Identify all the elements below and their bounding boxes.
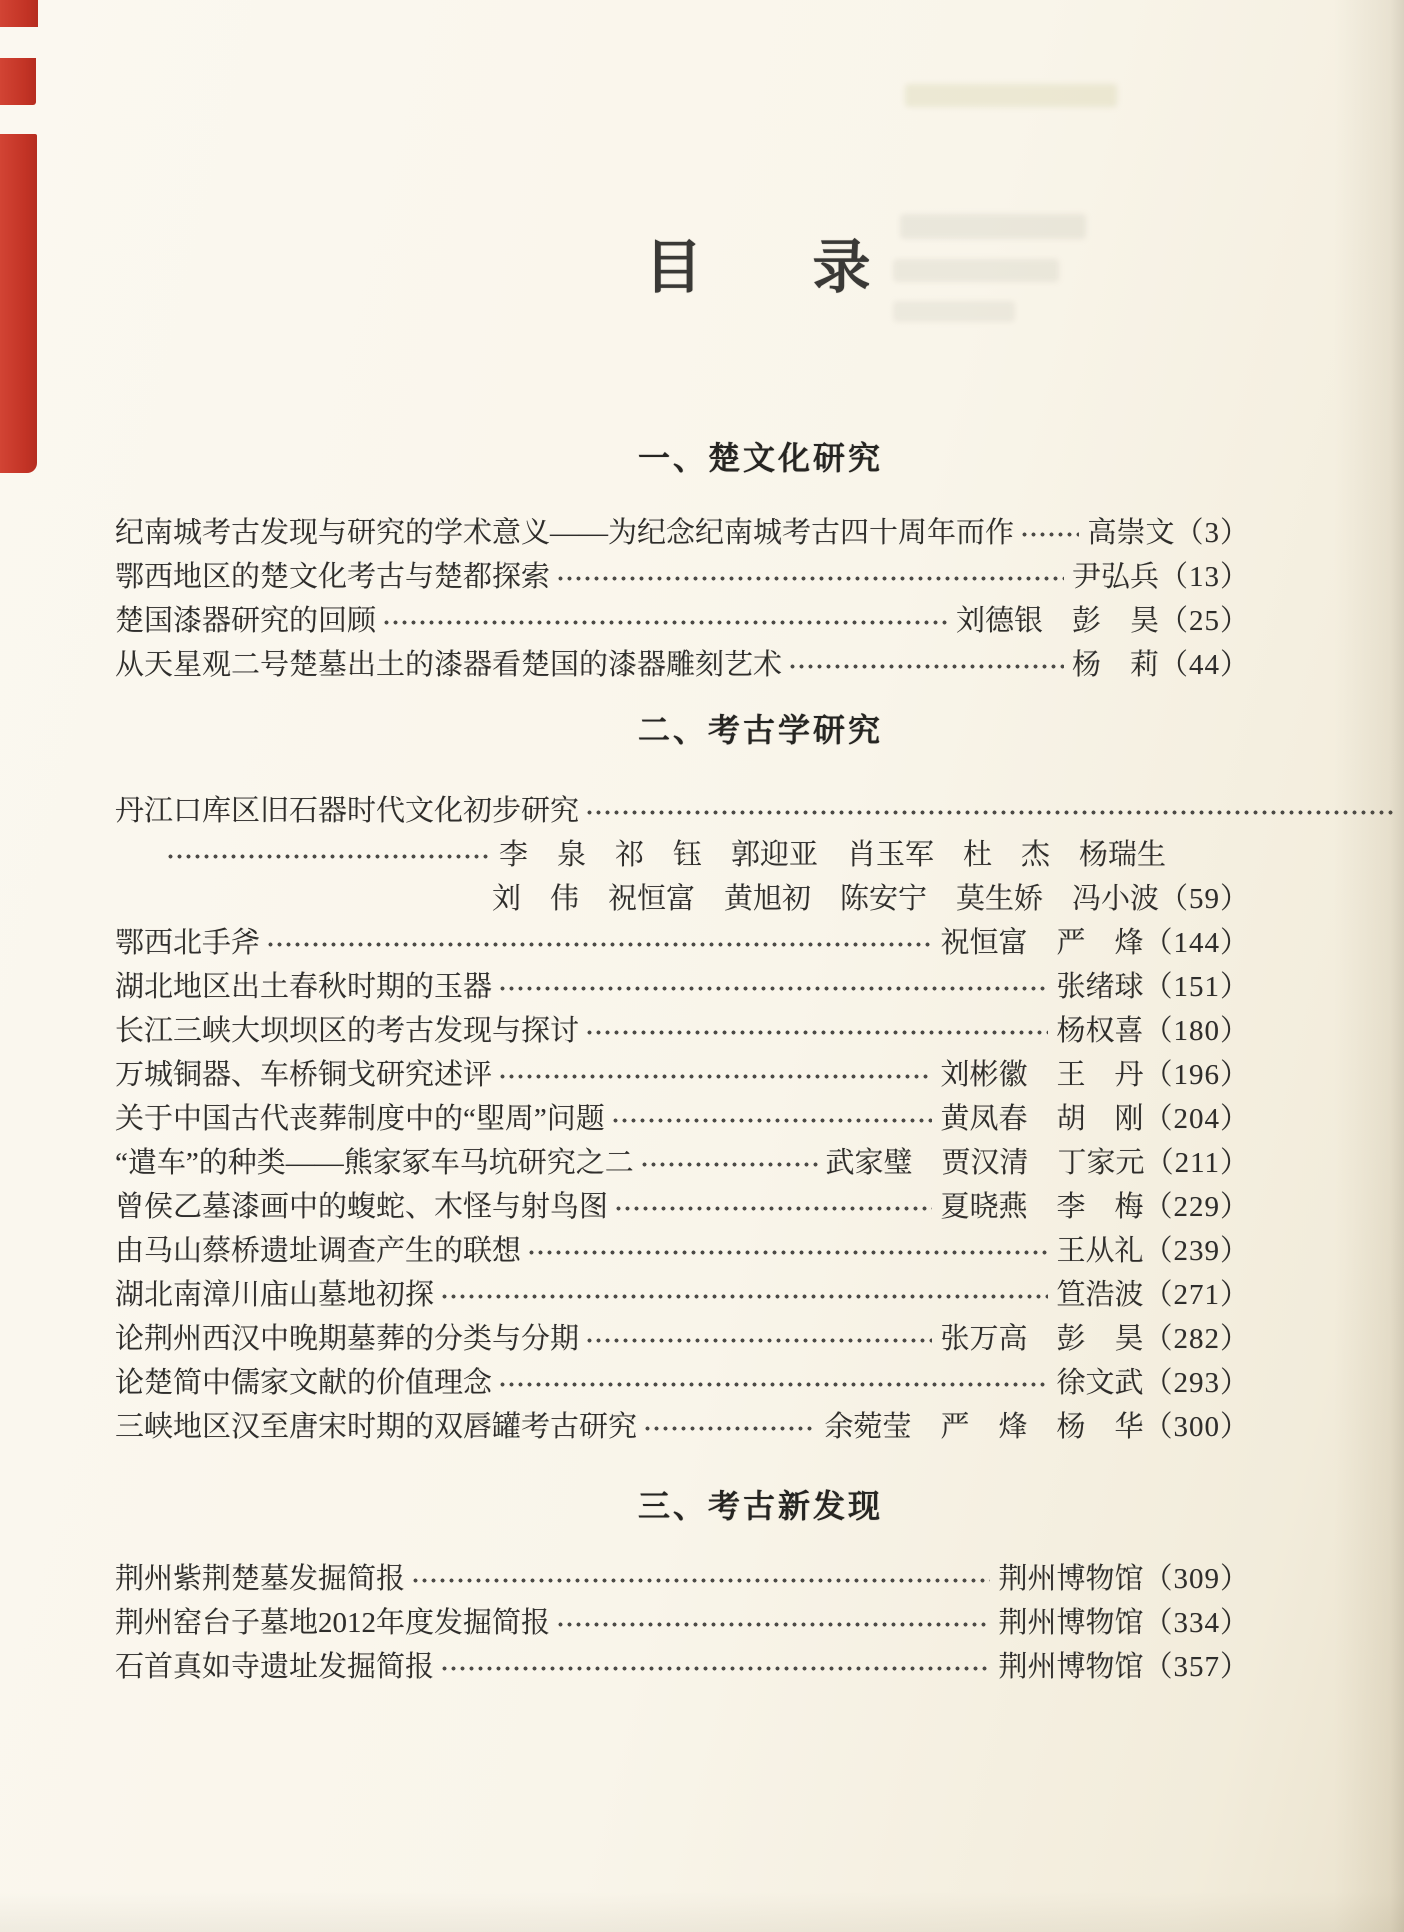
dot-leader — [614, 1194, 932, 1223]
entry-page: （334） — [1143, 1606, 1250, 1639]
entry-authors: 祝恒富 严 烽 — [940, 926, 1144, 959]
entry-page: （293） — [1143, 1366, 1250, 1399]
spine-red-segment — [0, 58, 36, 105]
entry-authors: 荆州博物馆 — [998, 1562, 1144, 1595]
dot-leader — [611, 1106, 933, 1135]
entry-title: 论荆州西汉中晚期墓葬的分类与分期 — [115, 1322, 580, 1355]
entry-authors: 张绪球 — [1056, 970, 1144, 1003]
dot-leader — [440, 1654, 990, 1683]
entry-authors: 荆州博物馆 — [998, 1650, 1144, 1683]
entry-authors: 杨 莉 — [1071, 648, 1159, 681]
section-heading-1: 一、楚文化研究 — [637, 440, 883, 476]
entry-authors: 尹弘兵 — [1071, 560, 1159, 593]
entry-title: 关于中国古代丧葬制度中的“堲周”问题 — [115, 1102, 605, 1135]
book-spine-edge — [0, 0, 40, 490]
entry-page: （271） — [1143, 1278, 1250, 1311]
entry-title: 长江三峡大坝坝区的考古发现与探讨 — [115, 1014, 580, 1047]
bleed-through-ghost — [905, 84, 1117, 107]
dot-leader — [556, 564, 1064, 593]
section-2-entries — [115, 786, 1250, 1446]
toc-entry — [115, 1138, 1250, 1182]
dot-leader — [382, 608, 948, 637]
entry-title: 荆州窑台子墓地2012年度发掘简报 — [115, 1606, 551, 1639]
entry-title: 鄂西北手斧 — [115, 926, 261, 959]
entry-authors: 荆州博物馆 — [998, 1606, 1144, 1639]
entry-authors: 张万高 彭 昊 — [940, 1322, 1144, 1355]
entry-authors: 夏晓燕 李 梅 — [940, 1190, 1144, 1223]
entry-title: 鄂西地区的楚文化考古与楚都探索 — [115, 560, 551, 593]
toc-entry — [115, 596, 1250, 640]
entry-title: 丹江口库区旧石器时代文化初步研究 — [115, 794, 580, 827]
dot-leader — [643, 1414, 816, 1443]
bleed-through-ghost — [893, 301, 1015, 322]
dot-leader — [585, 1018, 1048, 1047]
section-3-entries — [115, 1554, 1250, 1686]
entry-page: （25） — [1158, 604, 1250, 637]
dot-leader — [166, 842, 491, 871]
toc-entry — [115, 552, 1250, 596]
entry-title: 纪南城考古发现与研究的学术意义——为纪念纪南城考古四十周年而作 — [115, 516, 1015, 549]
toc-entry — [115, 918, 1250, 962]
entry-title: 曾侯乙墓漆画中的蝮蛇、木怪与射鸟图 — [115, 1190, 609, 1223]
entry-page: （300） — [1143, 1410, 1250, 1443]
entry-title: 湖北南漳川庙山墓地初探 — [115, 1278, 435, 1311]
entry-title: 荆州紫荆楚墓发掘简报 — [115, 1562, 406, 1595]
entry-title: 由马山蔡桥遗址调查产生的联想 — [115, 1234, 522, 1267]
spine-red-segment — [0, 0, 38, 27]
entry-page: （180） — [1143, 1014, 1250, 1047]
toc-entry — [115, 962, 1250, 1006]
entry-authors: 李 泉 祁 钰 郭迎亚 肖玉军 杜 杰 杨瑞生 — [498, 838, 1166, 871]
entry-title: 湖北地区出土春秋时期的玉器 — [115, 970, 493, 1003]
dot-leader — [411, 1566, 990, 1595]
dot-leader — [585, 798, 1395, 827]
entry-page: （282） — [1143, 1322, 1250, 1355]
toc-entry — [115, 1006, 1250, 1050]
toc-entry — [115, 1314, 1250, 1358]
dot-leader — [498, 1370, 1048, 1399]
toc-entry — [115, 1402, 1250, 1446]
dot-leader — [440, 1282, 1048, 1311]
dot-leader — [498, 974, 1048, 1003]
entry-title: 从天星观二号楚墓出土的漆器看楚国的漆器雕刻艺术 — [115, 648, 783, 681]
entry-page: （3） — [1174, 516, 1250, 549]
entry-page: （239） — [1143, 1234, 1250, 1267]
toc-entry — [115, 1226, 1250, 1270]
section-heading-2: 二、考古学研究 — [637, 712, 883, 748]
dot-leader — [266, 930, 932, 959]
entry-page: （44） — [1158, 648, 1250, 681]
toc-entry — [115, 1642, 1250, 1686]
entry-title: 三峡地区汉至唐宋时期的双唇罐考古研究 — [115, 1410, 638, 1443]
toc-entry — [115, 640, 1250, 684]
entry-page: （309） — [1143, 1562, 1250, 1595]
entry-page: （204） — [1143, 1102, 1250, 1135]
entry-title: 石首真如寺遗址发掘简报 — [115, 1650, 435, 1683]
toc-entry — [115, 1182, 1250, 1226]
entry-page: （13） — [1158, 560, 1250, 593]
entry-title: 楚国漆器研究的回顾 — [115, 604, 377, 637]
dot-leader — [640, 1150, 818, 1179]
toc-entry — [115, 1598, 1250, 1642]
entry-page: （196） — [1143, 1058, 1250, 1091]
section-heading-3: 三、考古新发现 — [637, 1488, 883, 1524]
dot-leader — [527, 1238, 1048, 1267]
entry-page: （357） — [1143, 1650, 1250, 1683]
entry-title: 论楚简中儒家文献的价值理念 — [115, 1366, 493, 1399]
entry-authors: 高崇文 — [1087, 516, 1175, 549]
entry-page: （229） — [1143, 1190, 1250, 1223]
entry-authors: 徐文武 — [1056, 1366, 1144, 1399]
dot-leader — [788, 652, 1064, 681]
entry-title: 万城铜器、车桥铜戈研究述评 — [115, 1058, 493, 1091]
dot-leader — [498, 1062, 932, 1091]
entry-authors: 余菀莹 严 烽 杨 华 — [824, 1410, 1144, 1443]
section-1-entries — [115, 508, 1250, 684]
toc-entry — [115, 1094, 1250, 1138]
toc-entry-authors-continued — [115, 830, 1250, 874]
entry-page: （59） — [1158, 882, 1250, 915]
entry-authors: 武家璧 贾汉清 丁家元 — [825, 1146, 1145, 1179]
entry-page: （211） — [1144, 1146, 1250, 1179]
entry-authors: 刘德银 彭 昊 — [955, 604, 1159, 637]
dot-leader — [556, 1610, 990, 1639]
entry-title: “遣车”的种类——熊家冢车马坑研究之二 — [115, 1146, 634, 1179]
page-title: 目 录 — [644, 235, 897, 300]
toc-entry — [115, 1270, 1250, 1314]
entry-page: （151） — [1143, 970, 1250, 1003]
entry-authors: 刘 伟 祝恒富 黄旭初 陈安宁 莫生娇 冯小波 — [491, 882, 1159, 915]
dot-leader — [1020, 520, 1079, 549]
toc-entry — [115, 1050, 1250, 1094]
spine-red-segment — [0, 134, 37, 473]
dot-leader — [585, 1326, 932, 1355]
entry-authors: 黄凤春 胡 刚 — [940, 1102, 1144, 1135]
toc-entry-authors-continued — [115, 874, 1250, 918]
entry-authors: 笪浩波 — [1056, 1278, 1144, 1311]
entry-authors: 杨权喜 — [1056, 1014, 1144, 1047]
toc-entry — [115, 786, 1395, 830]
toc-entry — [115, 508, 1250, 552]
toc-entry — [115, 1358, 1250, 1402]
entry-authors: 刘彬徽 王 丹 — [940, 1058, 1144, 1091]
entry-page: （144） — [1143, 926, 1250, 959]
entry-authors: 王从礼 — [1056, 1234, 1144, 1267]
toc-entry — [115, 1554, 1250, 1598]
